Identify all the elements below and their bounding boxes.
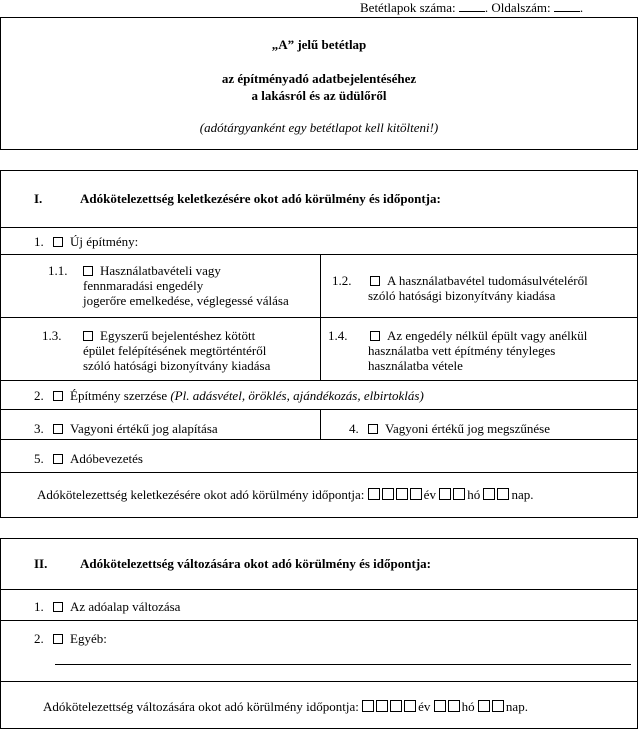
month-digit-box[interactable] (439, 488, 451, 500)
form-note: (adótárgyanként egy betétlapot kell kitölteni!) (199, 120, 439, 135)
item-1-1-number: 1.1. (48, 263, 68, 278)
section-2-number: II. (34, 556, 48, 571)
title-box (0, 17, 638, 150)
item-1-3-line-3: szóló hatósági bizonyítvány kiadása (83, 358, 271, 373)
day-digit-box[interactable] (492, 700, 504, 712)
item-1-4-line-1: Az engedély nélkül épült vagy anélkül (387, 328, 588, 343)
item-1-2-line-1: A használatbavétel tudomásulvételéről (387, 273, 588, 288)
item-1-3-line-1: Egyszerű bejelentéshez kötött (100, 328, 256, 343)
divider (1, 227, 637, 228)
item-5-number: 5. (34, 451, 44, 466)
item-1-2 (370, 273, 635, 303)
month-digit-box[interactable] (448, 700, 460, 712)
item-2-label: Építmény szerzése (70, 388, 168, 403)
section-2 (0, 538, 638, 729)
year-label: év (423, 487, 436, 502)
item-1-3-checkbox[interactable] (83, 331, 93, 341)
item-5-checkbox[interactable] (53, 454, 63, 464)
section-1-date-label: Adókötelezettség keletkezésére okot adó körülmény időpontja: (37, 487, 365, 502)
section-2-title: Adókötelezettség változására okot adó körülmény és időpontja: (80, 556, 431, 571)
item-1-1-line-1: Használatbavételi vagy (100, 263, 221, 278)
year-digit-box[interactable] (382, 488, 394, 500)
item-3-label: Vagyoni értékű jog alapítása (70, 421, 218, 436)
section-2-item-2-row (34, 631, 107, 647)
item-1-3 (83, 328, 318, 373)
item-1-2-line-2: szóló hatósági bizonyítvány kiadása (368, 288, 556, 303)
item-1-3-line-2: épület felépítésének megtörténtéről (83, 343, 267, 358)
section-1-date-row (37, 487, 533, 503)
divider (1, 472, 637, 473)
item-1-2-checkbox[interactable] (370, 276, 380, 286)
section-2-item-2-label: Egyéb: (70, 631, 107, 646)
section-2-date-label: Adókötelezettség változására okot adó körülmény időpontja: (43, 699, 359, 714)
year-digit-box[interactable] (362, 700, 374, 712)
divider (1, 317, 637, 318)
section-1 (0, 170, 638, 518)
item-2-note: (Pl. adásvétel, öröklés, ajándékozás, elbirtoklás) (170, 388, 424, 403)
item-1-4-checkbox[interactable] (370, 331, 380, 341)
section-2-date-row (43, 699, 528, 715)
form-subtitle-1: az építményadó adatbejelentéséhez (221, 71, 417, 86)
page-header: Betétlapok száma: . Oldalszám: . (360, 0, 584, 15)
year-digit-box[interactable] (396, 488, 408, 500)
day-digit-box[interactable] (483, 488, 495, 500)
sheets-count-label: Betétlapok száma: (360, 0, 456, 15)
item-1-label: Új építmény: (70, 234, 139, 249)
section-2-item-2-number: 2. (34, 631, 44, 646)
section-2-item-1-row (34, 599, 180, 615)
divider (1, 409, 637, 410)
section-2-item-1-checkbox[interactable] (53, 602, 63, 612)
page-number-label: Oldalszám: (491, 0, 551, 15)
item-1-4-number: 1.4. (328, 328, 348, 343)
section-2-item-2-checkbox[interactable] (53, 634, 63, 644)
item-4-checkbox[interactable] (368, 424, 378, 434)
item-1-checkbox[interactable] (53, 237, 63, 247)
item-1-row (34, 234, 138, 250)
month-digit-box[interactable] (453, 488, 465, 500)
section-2-item-1-number: 1. (34, 599, 44, 614)
item-3-row (34, 421, 218, 437)
month-label: hó (461, 699, 475, 714)
item-2-row (34, 388, 424, 404)
divider (1, 380, 637, 381)
divider (1, 681, 637, 682)
section-1-title: Adókötelezettség keletkezésére okot adó körülmény és időpontja: (80, 191, 441, 206)
year-digit-box[interactable] (376, 700, 388, 712)
item-1-4 (370, 328, 635, 373)
divider (1, 589, 637, 590)
year-digit-box[interactable] (404, 700, 416, 712)
item-1-1 (83, 263, 318, 308)
item-3-checkbox[interactable] (53, 424, 63, 434)
section-1-number: I. (34, 191, 43, 206)
item-1-4-line-3: használatba vétele (368, 358, 463, 373)
day-label: nap. (505, 699, 528, 714)
item-4-number: 4. (349, 421, 359, 436)
item-2-number: 2. (34, 388, 44, 403)
sheets-count-field[interactable] (459, 1, 485, 12)
month-label: hó (467, 487, 481, 502)
year-digit-box[interactable] (368, 488, 380, 500)
divider (1, 254, 637, 255)
form-title: „A” jelű betétlap (271, 37, 367, 52)
item-1-4-line-2: használatba vett építmény tényleges (368, 343, 556, 358)
form-subtitle-2: a lakásról és az üdülőről (251, 88, 387, 103)
day-digit-box[interactable] (497, 488, 509, 500)
page-number-field[interactable] (554, 1, 580, 12)
item-3-number: 3. (34, 421, 44, 436)
day-label: nap. (511, 487, 534, 502)
item-4-label: Vagyoni értékű jog megszűnése (385, 421, 550, 436)
item-1-3-number: 1.3. (42, 328, 62, 343)
month-digit-box[interactable] (434, 700, 446, 712)
item-5-row (34, 451, 143, 467)
section-2-item-1-label: Az adóalap változása (70, 599, 181, 614)
year-digit-box[interactable] (390, 700, 402, 712)
item-1-1-checkbox[interactable] (83, 266, 93, 276)
item-2-checkbox[interactable] (53, 391, 63, 401)
divider (1, 439, 637, 440)
day-digit-box[interactable] (478, 700, 490, 712)
year-label: év (418, 699, 431, 714)
item-4-row (349, 421, 550, 437)
column-divider (320, 409, 321, 439)
item-1-2-number: 1.2. (332, 273, 352, 288)
item-1-1-line-3: jogerőre emelkedése, véglegessé válása (83, 293, 289, 308)
other-text-line[interactable] (55, 664, 631, 665)
item-1-number: 1. (34, 234, 44, 249)
year-digit-box[interactable] (410, 488, 422, 500)
item-5-label: Adóbevezetés (70, 451, 143, 466)
item-1-1-line-2: fennmaradási engedély (83, 278, 204, 293)
divider (1, 620, 637, 621)
